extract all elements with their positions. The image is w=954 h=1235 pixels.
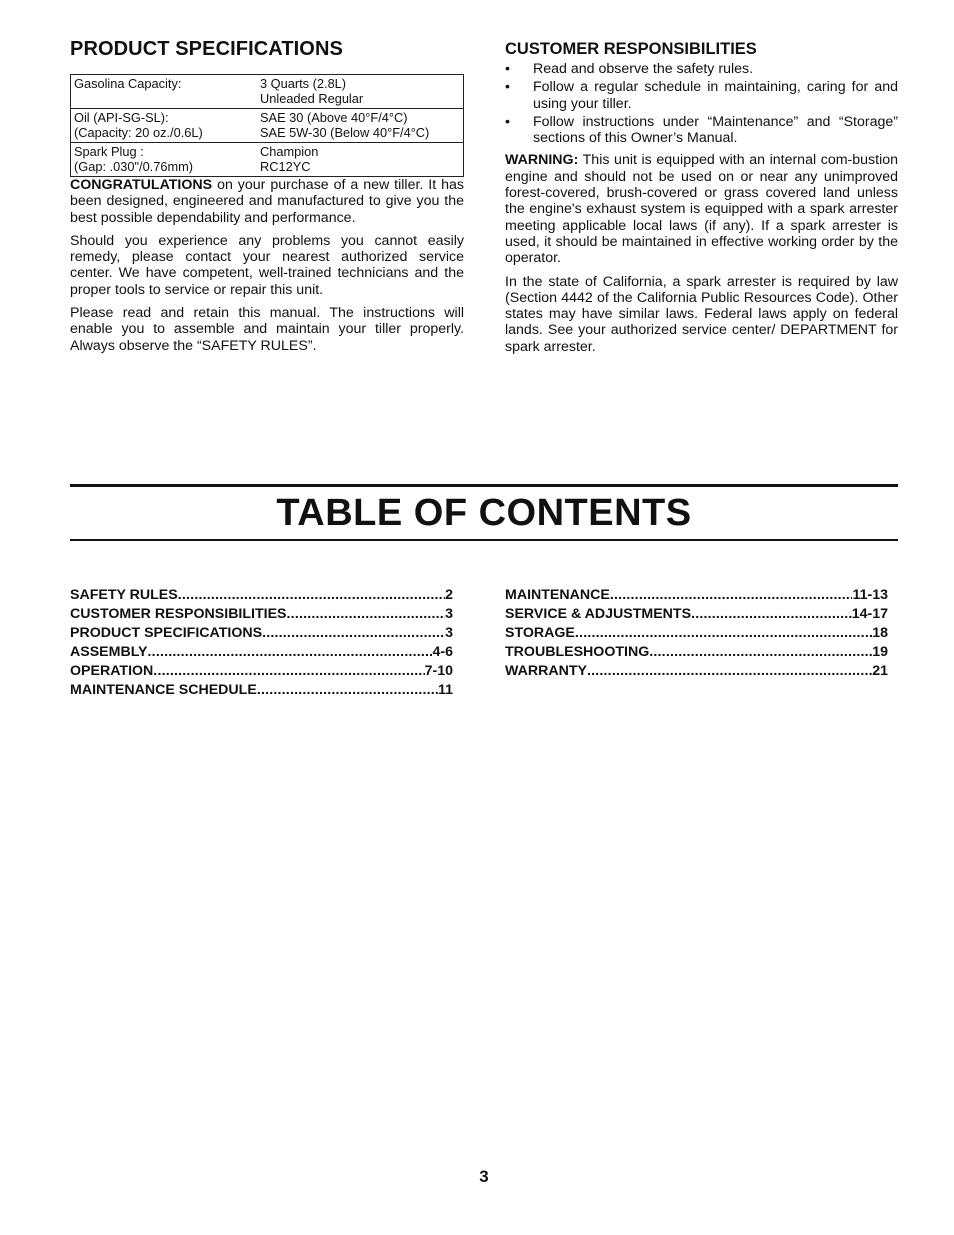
toc-title-bar — [70, 484, 898, 541]
bullet-icon: • — [505, 79, 510, 96]
spec-value — [257, 143, 464, 177]
bullet-icon: • — [505, 113, 510, 130]
toc-entry-page: 21 — [872, 663, 888, 679]
toc-entry-page: 3 — [445, 625, 453, 641]
toc-leader-dots — [587, 662, 872, 681]
toc-leader-dots — [649, 643, 872, 662]
toc-entry-page: 2 — [445, 587, 453, 603]
list-item — [505, 79, 898, 112]
spec-label — [71, 143, 258, 177]
toc-entry-page: 18 — [872, 625, 888, 641]
spec-value-line: SAE 5W-30 (Below 40°F/4°C) — [260, 125, 430, 140]
toc-entry-label: WARRANTY — [505, 663, 587, 679]
toc-entry[interactable] — [70, 643, 453, 662]
toc-entry[interactable] — [505, 624, 888, 643]
spec-value-line: 3 Quarts (2.8L) — [260, 76, 347, 91]
spec-value-line: SAE 30 (Above 40°F/4°C) — [260, 110, 408, 125]
toc-entry-page: 19 — [872, 644, 888, 660]
spec-label-line: Spark Plug : — [74, 144, 144, 159]
toc-entry[interactable] — [70, 681, 453, 700]
toc-entry-label: ASSEMBLY — [70, 644, 148, 660]
toc-entry[interactable] — [505, 662, 888, 681]
spec-label-line: Oil (API-SG-SL): — [74, 110, 169, 125]
toc-entry[interactable] — [70, 586, 453, 605]
toc-leader-dots — [575, 624, 872, 643]
toc-entry-page: 11-13 — [852, 587, 888, 603]
spec-value — [257, 75, 464, 109]
spec-label-line: (Capacity: 20 oz./0.6L) — [74, 125, 203, 140]
toc-entry-label: MAINTENANCE — [505, 587, 610, 603]
warning-paragraph — [505, 152, 898, 266]
spec-label-line: (Gap: .030"/0.76mm) — [74, 159, 194, 174]
spec-row — [71, 143, 464, 177]
spec-value-line: RC12YC — [260, 159, 311, 174]
list-item-text: Read and observe the safety rules. — [533, 61, 754, 77]
spec-row — [71, 109, 464, 143]
spec-row — [71, 75, 464, 109]
toc-entry-label: CUSTOMER RESPONSIBILITIES — [70, 606, 287, 622]
customer-responsibilities-title: CUSTOMER RESPONSIBILITIES — [505, 40, 757, 58]
bullet-icon: • — [505, 61, 510, 77]
toc-left-column — [70, 586, 453, 700]
toc-entry-label: OPERATION — [70, 663, 154, 679]
list-item-text: Follow a regular schedule in maintaining, caring for and using your tiller. — [533, 79, 898, 112]
toc-entry[interactable] — [505, 586, 888, 605]
toc-leader-dots — [610, 586, 853, 605]
toc-entry-page: 3 — [445, 606, 453, 622]
toc-leader-dots — [153, 662, 424, 681]
spec-value-line: Champion — [260, 144, 319, 159]
toc-entry-label: PRODUCT SPECIFICATIONS — [70, 625, 263, 641]
toc-leader-dots — [287, 605, 446, 624]
warning-text: This unit is equipped with an internal com-bustion engine and should not be used on or near any unimproved forest-covered, brush-covered or grass covered land unless the engine's exhaust system is equipped with a spark arrester meeting applicable local laws (if any). If a spark arrester is used, it should be maintained in effective working order by the operator. — [505, 152, 898, 267]
toc-entry-page: 7-10 — [424, 663, 453, 679]
toc-leader-dots — [257, 681, 438, 700]
spec-label — [71, 75, 258, 109]
list-item — [505, 61, 898, 77]
toc-entry-label: SERVICE & ADJUSTMENTS — [505, 606, 692, 622]
toc-entry[interactable] — [70, 605, 453, 624]
warning-label: WARNING: — [505, 152, 579, 169]
specifications-table — [70, 74, 464, 177]
toc-entry[interactable] — [70, 624, 453, 643]
toc-leader-dots — [148, 643, 433, 662]
toc-entry-label: STORAGE — [505, 625, 575, 641]
toc-entry[interactable] — [70, 662, 453, 681]
list-item-text: Follow instructions under “Maintenance” and “Storage” sections of this Owner’s Manual. — [533, 113, 898, 147]
toc-title: TABLE OF CONTENTS — [276, 492, 692, 534]
customer-responsibilities-section — [505, 38, 898, 362]
spec-value-line: Unleaded Regular — [260, 91, 364, 106]
spec-label-line: Gasolina Capacity: — [74, 76, 182, 91]
toc-entry[interactable] — [505, 605, 888, 624]
product-specifications-section — [70, 38, 464, 361]
list-item — [505, 114, 898, 147]
responsibilities-list — [505, 61, 898, 146]
congratulations-paragraph — [70, 177, 464, 226]
toc-leader-dots — [691, 605, 852, 624]
toc-leader-dots — [178, 586, 445, 605]
toc-entry-label: MAINTENANCE SCHEDULE — [70, 682, 257, 698]
toc-entry[interactable] — [505, 643, 888, 662]
toc-entry-page: 11 — [438, 682, 453, 698]
california-paragraph: In the state of California, a spark arrester is required by law (Section 4442 of the California Public Resources Code). Other states may have similar laws. Federal laws apply on federal lands. See your authorized service center/ DEPARTMENT for spark arrester. — [505, 273, 898, 355]
spec-value — [257, 109, 464, 143]
toc-entry-page: 14-17 — [851, 606, 888, 622]
page-number: 3 — [479, 1167, 489, 1186]
toc-right-column — [505, 586, 888, 681]
toc-entry-label: TROUBLESHOOTING — [505, 644, 650, 660]
toc-entry-label: SAFETY RULES — [70, 587, 178, 603]
spec-label — [71, 109, 258, 143]
product-specifications-title: PRODUCT SPECIFICATIONS — [70, 38, 343, 60]
congratulations-bold: CONGRATULATIONS — [70, 177, 213, 193]
congratulations-text: on your purchase of a new tiller. It has been designed, engineered and manufactured to give you the best possible dependability and performance. — [70, 177, 464, 226]
toc-entry-page: 4-6 — [432, 644, 453, 660]
service-paragraph: Should you experience any problems you cannot easily remedy, please contact your nearest authorized service center. We have competent, well-trained technicians and the proper tools to service or repair this unit. — [70, 232, 464, 298]
toc-leader-dots — [262, 624, 445, 643]
retain-manual-paragraph: Please read and retain this manual. The instructions will enable you to assemble and maintain your tiller properly. Always observe the “SAFETY RULES”. — [70, 305, 464, 354]
